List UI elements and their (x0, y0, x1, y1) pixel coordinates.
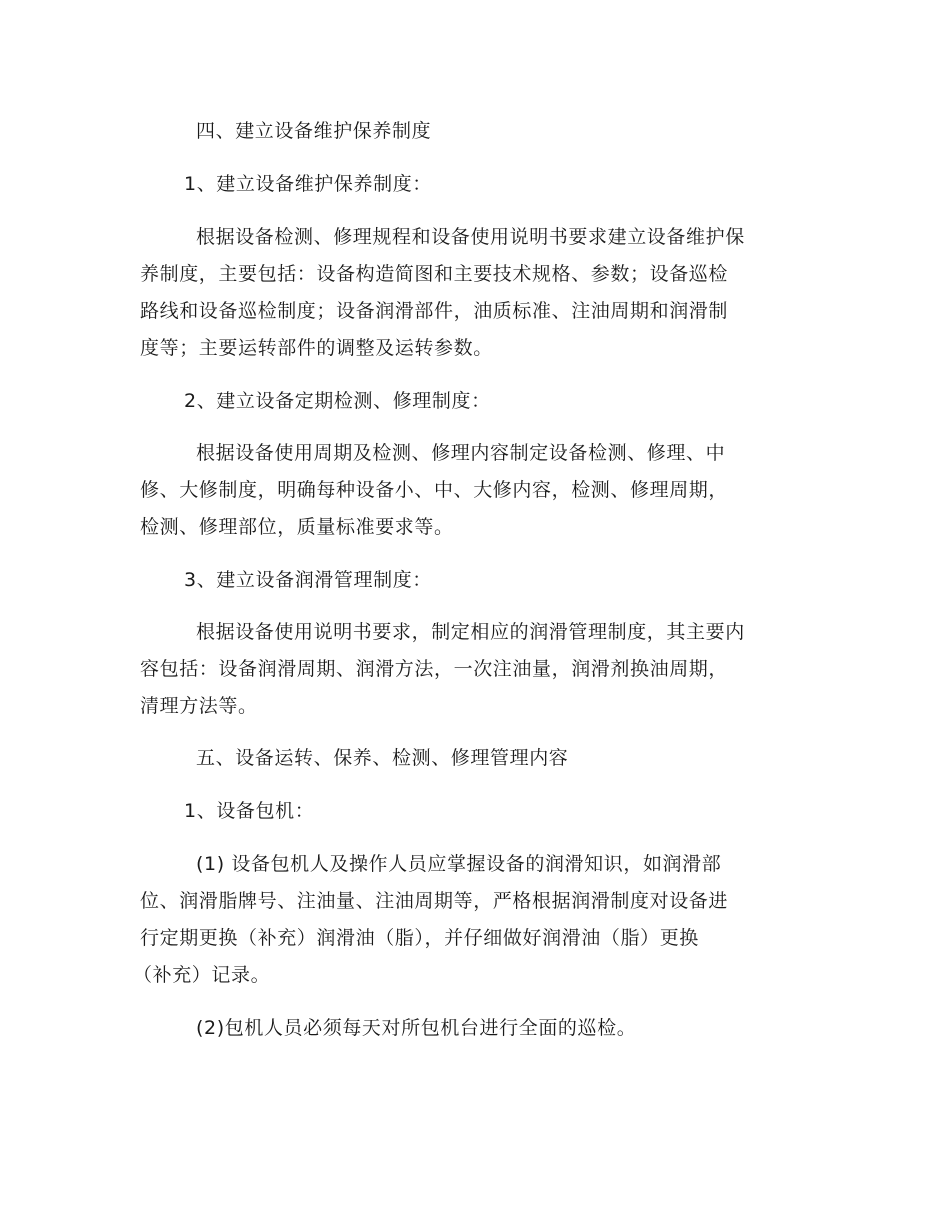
item-1-title: 1、建立设备维护保养制度： (184, 173, 432, 195)
body-line: 根据设备检测、修理规程和设备使用说明书要求建立设备维护保 (196, 226, 745, 248)
item-2-title: 2、建立设备定期检测、修理制度： (184, 390, 491, 412)
body-line: (1) 设备包机人及操作人员应掌握设备的润滑知识，如润滑部 (196, 853, 722, 875)
body-line: 根据设备使用周期及检测、修理内容制定设备检测、修理、中 (196, 442, 726, 464)
body-line: 修、大修制度，明确每种设备小、中、大修内容，检测、修理周期， (140, 479, 729, 501)
body-line: 根据设备使用说明书要求，制定相应的润滑管理制度，其主要内 (196, 621, 745, 643)
item-3-title: 3、建立设备润滑管理制度： (184, 569, 432, 591)
body-line: （补充）记录。 (133, 964, 271, 986)
body-line: 清理方法等。 (140, 695, 258, 717)
body-line: 路线和设备巡检制度；设备润滑部件，油质标准、注油周期和润滑制 (140, 300, 729, 322)
body-line: 位、润滑脂牌号、注油量、注油周期等，严格根据润滑制度对设备进 (140, 890, 729, 912)
section-heading-5: 五、设备运转、保养、检测、修理管理内容 (196, 747, 569, 769)
body-line: 检测、修理部位，质量标准要求等。 (140, 516, 454, 538)
sub-1-paragraph-2: (2)包机人员必须每天对所包机台进行全面的巡检。 (196, 1017, 637, 1039)
body-line: 行定期更换（补充）润滑油（脂），并仔细做好润滑油（脂）更换 (140, 927, 699, 949)
body-line: 度等；主要运转部件的调整及运转参数。 (140, 337, 493, 359)
body-line: 养制度，主要包括：设备构造简图和主要技术规格、参数；设备巡检 (140, 263, 729, 285)
body-line: 容包括：设备润滑周期、润滑方法，一次注油量，润滑剂换油周期， (140, 658, 729, 680)
sub-1-title: 1、设备包机： (184, 800, 315, 822)
section-heading-4: 四、建立设备维护保养制度 (196, 120, 432, 142)
